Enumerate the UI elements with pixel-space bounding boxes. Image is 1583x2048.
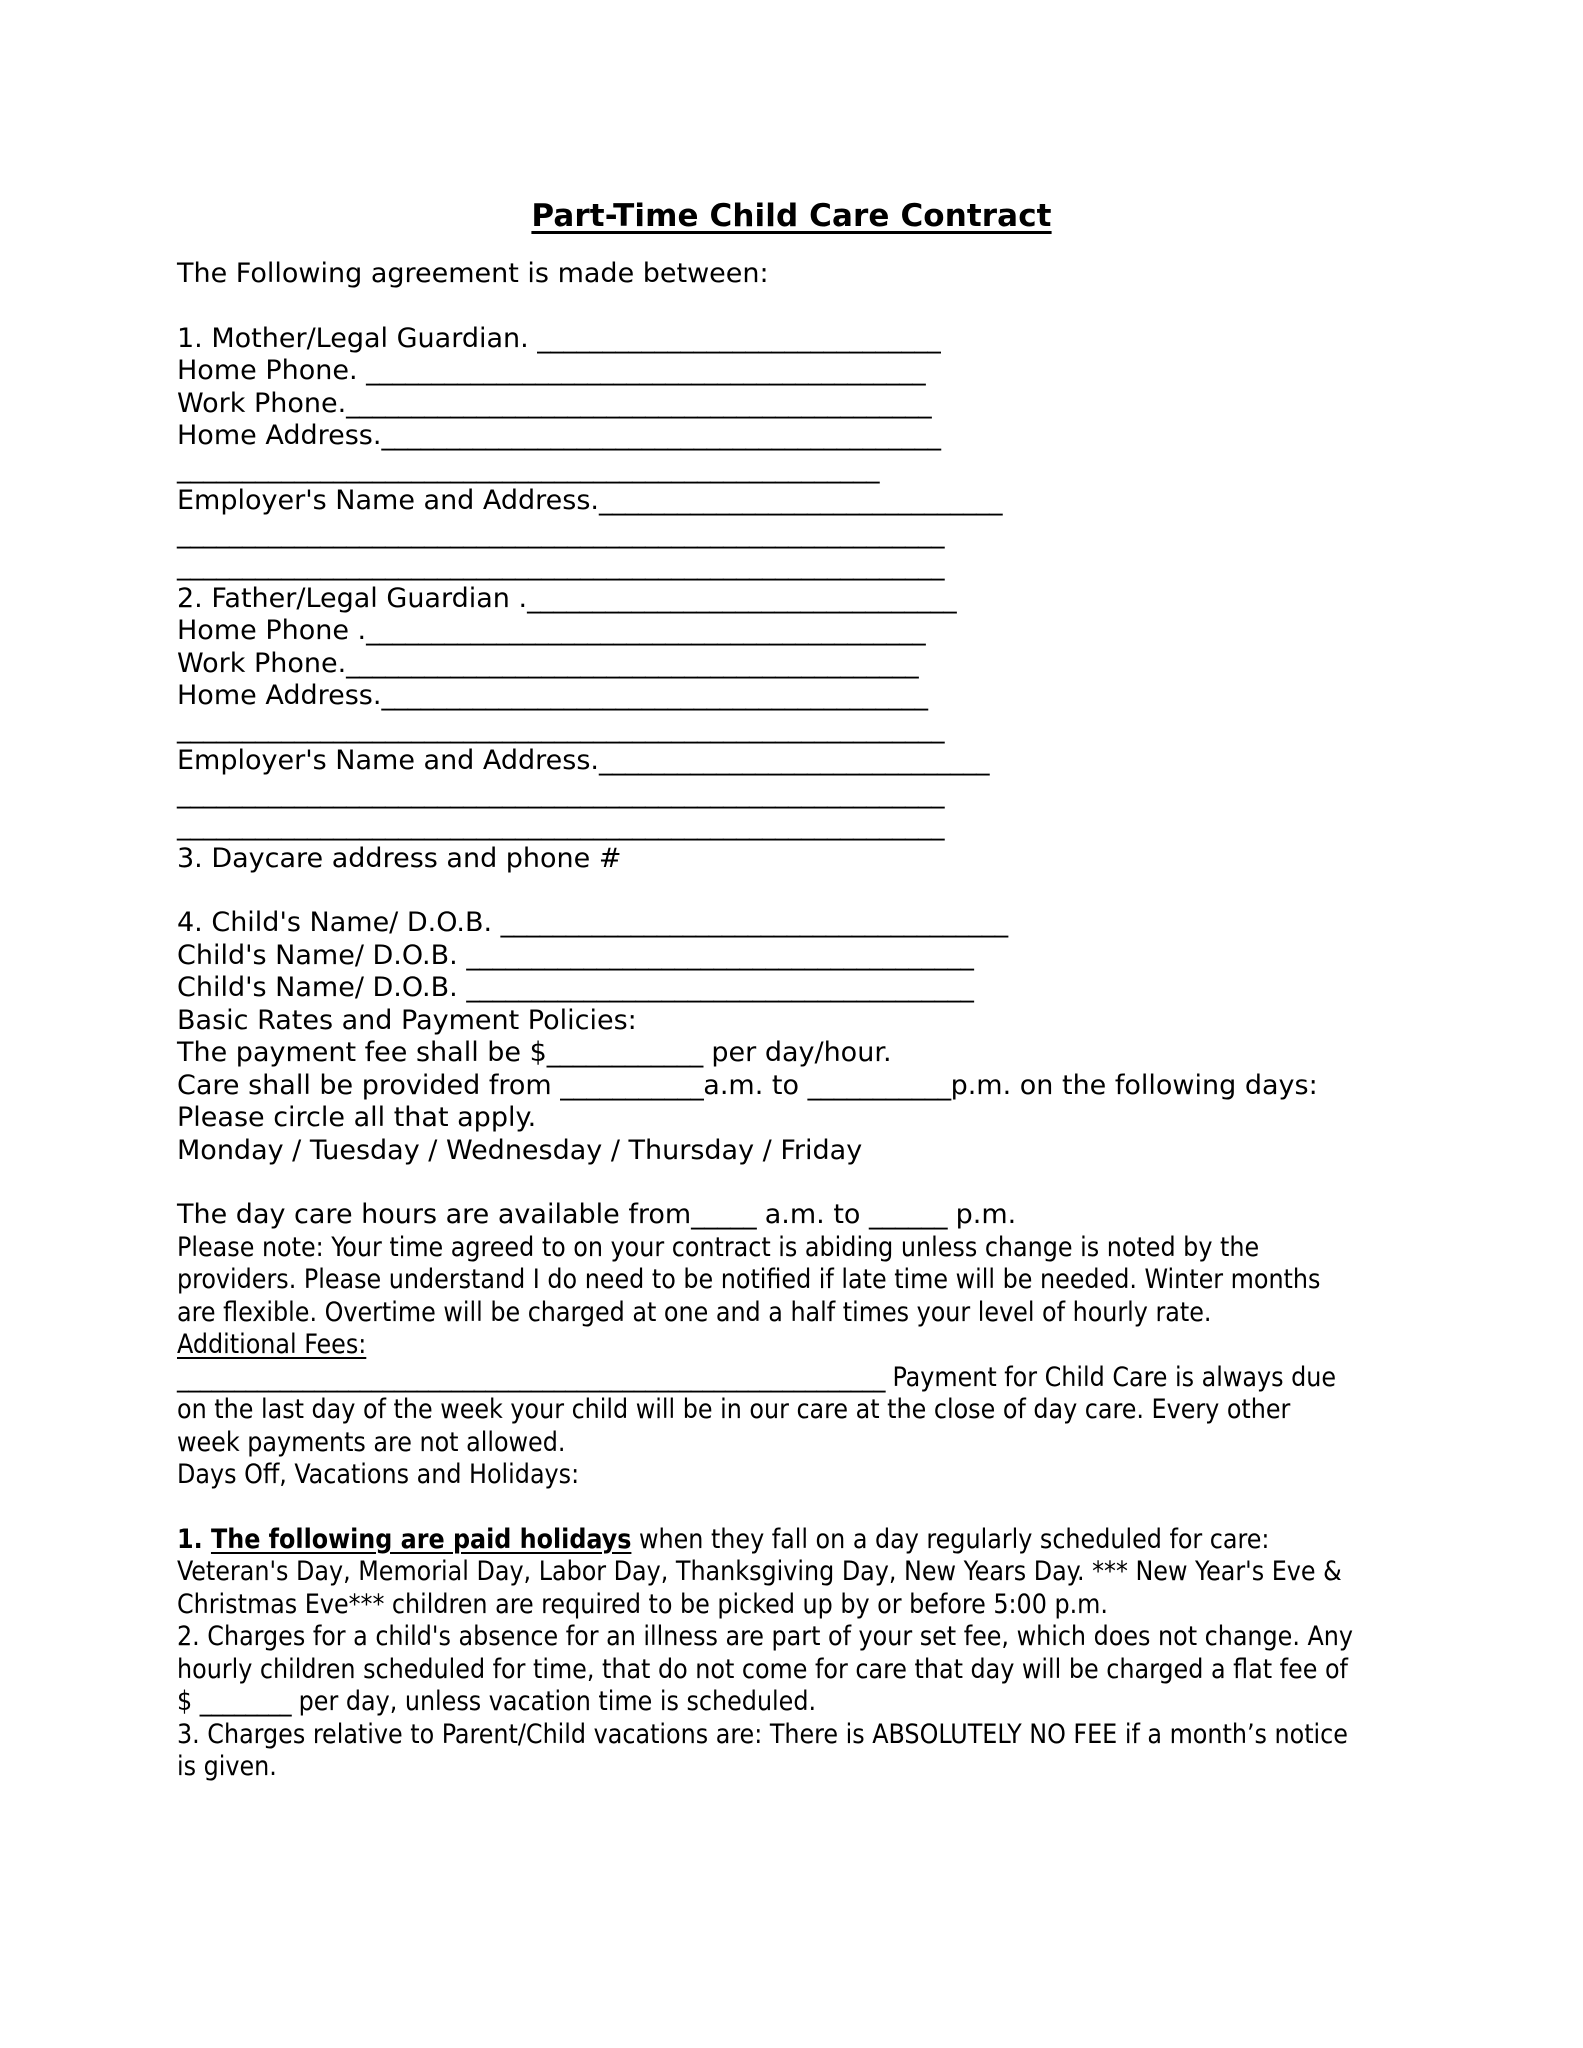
parent2-home-phone-label: Home Phone . xyxy=(177,615,367,646)
child2-fill[interactable]: _______________________________________ xyxy=(466,939,974,971)
care-hours-prefix: Care shall be provided from xyxy=(177,1069,561,1101)
hours-policy-note: Please note: Your time agreed to on your contract is abiding unless change is noted by the providers. Please understand I do need to be notified if late time will be needed. Winter months are flexible. Overtime will be charged at one and a half times your level of hourly rate. xyxy=(177,1231,1329,1328)
child2-row xyxy=(177,940,1357,973)
rates-heading: Basic Rates and Payment Policies: xyxy=(177,1004,637,1036)
daycare-hours-suffix: p.m. xyxy=(947,1199,1017,1230)
parent2-home-address-label: Home Address. xyxy=(177,680,382,711)
circle-instruction: Please circle all that apply. xyxy=(177,1102,537,1133)
parent2-employer-fill[interactable]: ______________________________ xyxy=(599,745,990,776)
parent2-employer-continuation-fill-1[interactable]: ___________________________________________________________ xyxy=(177,777,944,809)
parent2-work-phone-fill[interactable]: ____________________________________________ xyxy=(346,647,919,679)
page-title-text: Part-Time Child Care Contract xyxy=(531,197,1052,234)
care-hours-end-fill[interactable]: ___________ xyxy=(807,1069,951,1101)
parent1-work-phone-label: Work Phone. xyxy=(177,387,347,419)
additional-fees-fill[interactable]: ______________________________________________________________ xyxy=(177,1361,885,1393)
policy-item-2-text-pre: 2. Charges for a child's absence for an illness are part of your set fee, which does not change. Any hourly children scheduled for time, that do not come for care that day will be charged a flat fee of $ xyxy=(177,1621,1361,1717)
document-body xyxy=(177,258,1361,1784)
child1-label: 4. Child's Name/ D.O.B. xyxy=(177,907,501,938)
days-of-week-options[interactable]: Monday / Tuesday / Wednesday / Thursday / Friday xyxy=(177,1134,863,1166)
daycare-hours-middle: a.m. to xyxy=(756,1199,870,1230)
parent2-guardian-label: 2. Father/Legal Guardian . xyxy=(177,582,528,614)
payment-fee-label: The payment fee shall be $ xyxy=(177,1037,547,1068)
parent1-work-phone-fill[interactable]: _____________________________________________ xyxy=(346,387,932,419)
parent1-guardian-label: 1. Mother/Legal Guardian. xyxy=(177,322,538,354)
daycare-address-line: 3. Daycare address and phone # xyxy=(177,842,622,874)
parent1-home-phone-row xyxy=(177,355,1357,388)
child2-label: Child's Name/ D.O.B. xyxy=(177,939,467,971)
policy-item-2-text-post: per day, unless vacation time is scheduled. xyxy=(291,1686,817,1717)
parent1-home-phone-label: Home Phone. xyxy=(177,355,367,386)
child3-row xyxy=(177,972,1357,1005)
parent1-address-continuation-fill[interactable]: ______________________________________________________ xyxy=(177,452,879,484)
parent2-employer-label: Employer's Name and Address. xyxy=(177,745,600,776)
policy-item-1 xyxy=(177,1524,1357,1622)
payment-fee-suffix: per day/hour. xyxy=(702,1037,892,1068)
parent1-guardian-fill[interactable]: _______________________________ xyxy=(537,322,941,354)
daycare-hours-start-fill[interactable]: _____ xyxy=(691,1199,757,1230)
policy-item-3: 3. Charges relative to Parent/Child vacations are: There is ABSOLUTELY NO FEE if a month’s notice is given. xyxy=(177,1718,1356,1782)
policy-item-1-text: when they fall on a day regularly scheduled for care: Veteran's Day, Memorial Day, Labor Day, Thanksgiving Day, New Years Day. *** New Year's Eve & Christmas Eve*** children are required to be picked up by or before 5:00 p.m. xyxy=(177,1523,1350,1620)
policy-item-1-number: 1. xyxy=(177,1523,211,1555)
parent2-home-address-row xyxy=(177,680,1357,713)
additional-fees-heading xyxy=(177,1329,1357,1362)
policy-item-2 xyxy=(177,1621,1361,1719)
parent2-guardian-fill[interactable]: _________________________________ xyxy=(527,582,957,614)
care-hours-middle: a.m. to xyxy=(703,1069,808,1101)
intro-line: The Following agreement is made between: xyxy=(177,258,769,289)
additional-fees-row xyxy=(177,1362,1357,1460)
child3-label: Child's Name/ D.O.B. xyxy=(177,972,467,1003)
parent1-home-address-label: Home Address. xyxy=(177,420,382,451)
parent2-home-phone-fill[interactable]: ___________________________________________ xyxy=(366,615,926,646)
parent1-employer-fill[interactable]: _______________________________ xyxy=(599,485,1003,516)
care-hours-row xyxy=(177,1070,1357,1103)
parent2-home-address-fill[interactable]: __________________________________________ xyxy=(381,680,928,711)
parent1-home-address-fill[interactable]: ___________________________________________ xyxy=(381,420,941,451)
days-off-heading: Days Off, Vacations and Holidays: xyxy=(177,1459,580,1490)
care-hours-suffix: p.m. on the following days: xyxy=(950,1069,1318,1101)
parent1-home-phone-fill[interactable]: ___________________________________________ xyxy=(366,355,926,386)
parent1-work-phone-row xyxy=(177,388,1357,421)
parent2-employer-row xyxy=(177,745,1357,778)
parent1-home-address-row xyxy=(177,420,1357,453)
parent2-work-phone-label: Work Phone. xyxy=(177,647,347,679)
parent1-employer-continuation-fill-2[interactable]: ___________________________________________________________ xyxy=(177,550,944,581)
care-hours-start-fill[interactable]: ___________ xyxy=(560,1069,704,1101)
child1-fill[interactable]: _______________________________________ xyxy=(500,907,1008,938)
parent1-employer-row xyxy=(177,485,1357,518)
daycare-hours-prefix: The day care hours are available from xyxy=(177,1199,692,1230)
page-title xyxy=(0,199,1583,233)
additional-fees-payment-text: Payment for Child Care is always due on the last day of the week your child will be in our care at the close of day care. Every other week payments are not allowed. xyxy=(177,1361,1344,1458)
daycare-hours-end-fill[interactable]: ______ xyxy=(869,1199,948,1230)
parent2-employer-continuation-fill-2[interactable]: ___________________________________________________________ xyxy=(177,810,944,841)
payment-fee-row xyxy=(177,1037,1357,1070)
parent1-employer-continuation-fill-1[interactable]: ___________________________________________________________ xyxy=(177,517,944,549)
payment-fee-fill[interactable]: ____________ xyxy=(546,1037,703,1068)
policy-item-2-fill[interactable]: ________ xyxy=(199,1686,292,1717)
parent2-address-continuation-fill[interactable]: ___________________________________________________________ xyxy=(177,712,944,744)
parent1-employer-label: Employer's Name and Address. xyxy=(177,485,600,516)
child3-fill[interactable]: _______________________________________ xyxy=(466,972,974,1003)
parent1-guardian-row xyxy=(177,323,1357,356)
parent2-home-phone-row xyxy=(177,615,1357,648)
child1-row xyxy=(177,907,1357,940)
policy-item-1-bold-heading: The following are paid holidays xyxy=(210,1523,632,1555)
daycare-hours-row xyxy=(177,1199,1357,1232)
parent2-guardian-row xyxy=(177,583,1357,616)
additional-fees-heading-text: Additional Fees: xyxy=(177,1329,367,1360)
parent2-work-phone-row xyxy=(177,648,1357,681)
